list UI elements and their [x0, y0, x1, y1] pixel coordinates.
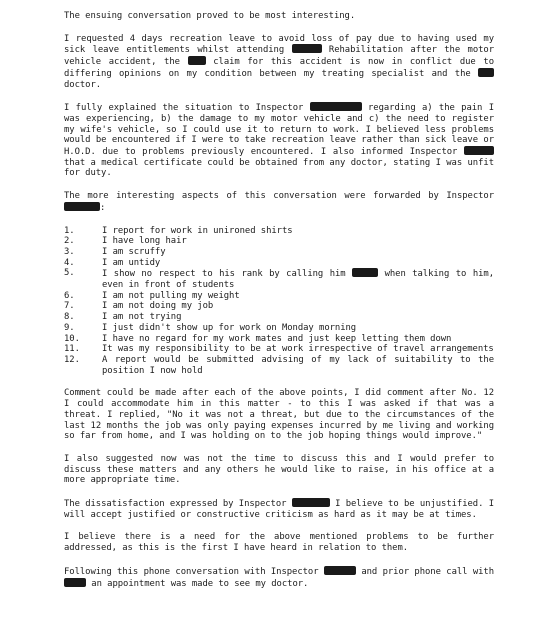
list-item — [64, 247, 494, 258]
text-fragment: I fully explained the situation to Inspector — [64, 103, 304, 114]
paragraph-comment: Comment could be made after each of the above points, I did comment after No. 12 I could accommodate him in this matter - to this I was asked if that was a threat. I replied, "No it was not a threat, but due to the circumstances of the last 12 months the job was only paying expenses incurred by me living and working so far from home, and I was holding on to the job hoping things would improve." — [64, 388, 494, 442]
list-item — [64, 291, 494, 302]
list-item-number: 11. — [64, 344, 80, 355]
redaction-mark — [352, 268, 378, 277]
list-item-text: I am not trying — [102, 312, 182, 323]
text-fragment: claim for this accident is now in conflict due to differing opinions on my condition between my treating specialist and the — [64, 57, 494, 79]
list-item-text: It was my responsibility to be at work irrespective of travel arrangements — [102, 344, 494, 355]
list-item — [64, 236, 494, 247]
list-item-number: 10. — [64, 333, 80, 344]
paragraph-explanation — [64, 102, 494, 179]
redaction-mark — [64, 578, 86, 587]
paragraph-dissatisfaction — [64, 498, 494, 520]
list-item-number: 7. — [64, 301, 75, 312]
text-fragment: The more interesting aspects of this conversation were forwarded by Inspector — [64, 191, 494, 202]
list-item — [64, 226, 494, 237]
list-item-text: I have long hair — [102, 236, 187, 247]
list-item-number: 5. — [64, 268, 75, 279]
text-fragment: regarding a) the pain I was experiencing, b) the damage to my motor vehicle and c) the need to register my wife's vehicle, so I could use it to return to work. I believed less problems would be encountered if I were to take recreation leave rather than sick leave or H.O.D. due to problems previously encountered. I also informed Inspector — [64, 103, 494, 158]
text-fragment: I show no respect to his rank by calling him — [102, 269, 346, 280]
paragraph-opening: The ensuing conversation proved to be most interesting. — [64, 11, 356, 21]
list-item-text: I am untidy — [102, 257, 161, 268]
list-item-text: I have no regard for my work mates and just keep letting them down — [102, 333, 452, 344]
text-fragment: I requested 4 days recreation leave to avoid loss of pay due to having used my sick leave entitlements whilst attending — [64, 33, 494, 56]
paragraph-further-address: I believe there is a need for the above mentioned problems to be further addressed, as this is the first I have heard in relation to them. — [64, 532, 494, 554]
redaction-mark — [292, 498, 330, 507]
text-fragment: I believe to be unjustified. I will accept justified or constructive criticism as hard as it may be at times. — [64, 499, 495, 520]
list-item-number: 2. — [64, 236, 75, 247]
redaction-mark — [324, 566, 356, 575]
list-item-number: 6. — [64, 290, 75, 301]
list-item — [64, 312, 494, 323]
list-item-number: 9. — [64, 322, 75, 333]
list-item — [64, 268, 494, 290]
list-item-number: 8. — [64, 312, 75, 323]
list-item-text: I am not doing my job — [102, 301, 214, 312]
text-fragment: Rehabilitation after the motor vehicle accident, the — [64, 45, 494, 68]
list-item — [64, 344, 494, 355]
list-item-text: A report would be submitted advising of my lack of suitability to the position I now hold — [102, 354, 494, 376]
list-item-text — [102, 268, 494, 290]
text-fragment: an appointment was made to see my doctor. — [91, 578, 309, 589]
paragraph-aspects-intro — [64, 191, 494, 213]
list-item — [64, 334, 494, 345]
text-fragment: when talking to him, even in front of students — [102, 269, 494, 291]
redaction-mark — [188, 56, 206, 65]
text-fragment: Following this phone conversation with Inspector — [64, 566, 319, 577]
text-fragment: : — [100, 202, 106, 213]
list-item — [64, 258, 494, 269]
list-item — [64, 301, 494, 312]
paragraph-leave-request — [64, 34, 494, 91]
list-item-text: I am not pulling my weight — [102, 290, 240, 301]
text-fragment: doctor. — [64, 79, 102, 90]
paragraph-following — [64, 566, 494, 589]
text-fragment: and prior phone call with — [361, 566, 495, 577]
redaction-mark — [64, 202, 100, 211]
redaction-mark — [464, 146, 494, 155]
list-item-number: 1. — [64, 225, 75, 236]
redaction-mark — [292, 44, 322, 53]
list-item-number: 3. — [64, 246, 75, 257]
list-item-number: 12. — [64, 354, 80, 365]
list-item — [64, 355, 494, 376]
paragraph-suggestion: I also suggested now was not the time to discuss this and I would prefer to discuss these matters and any others he would like to raise, in his office at a more appropriate time. — [64, 453, 494, 486]
redaction-mark — [310, 102, 362, 111]
list-item-text: I am scruffy — [102, 246, 166, 257]
list-item-text: I report for work in unironed shirts — [102, 225, 293, 236]
redaction-mark — [478, 68, 494, 77]
text-fragment: The dissatisfaction expressed by Inspector — [64, 499, 287, 510]
text-fragment: that a medical certificate could be obtained from any doctor, stating I was unfit for duty. — [64, 157, 494, 179]
complaint-points-list — [64, 226, 494, 377]
list-item-number: 4. — [64, 257, 75, 268]
list-item-text: I just didn't show up for work on Monday morning — [102, 322, 357, 333]
list-item — [64, 323, 494, 334]
